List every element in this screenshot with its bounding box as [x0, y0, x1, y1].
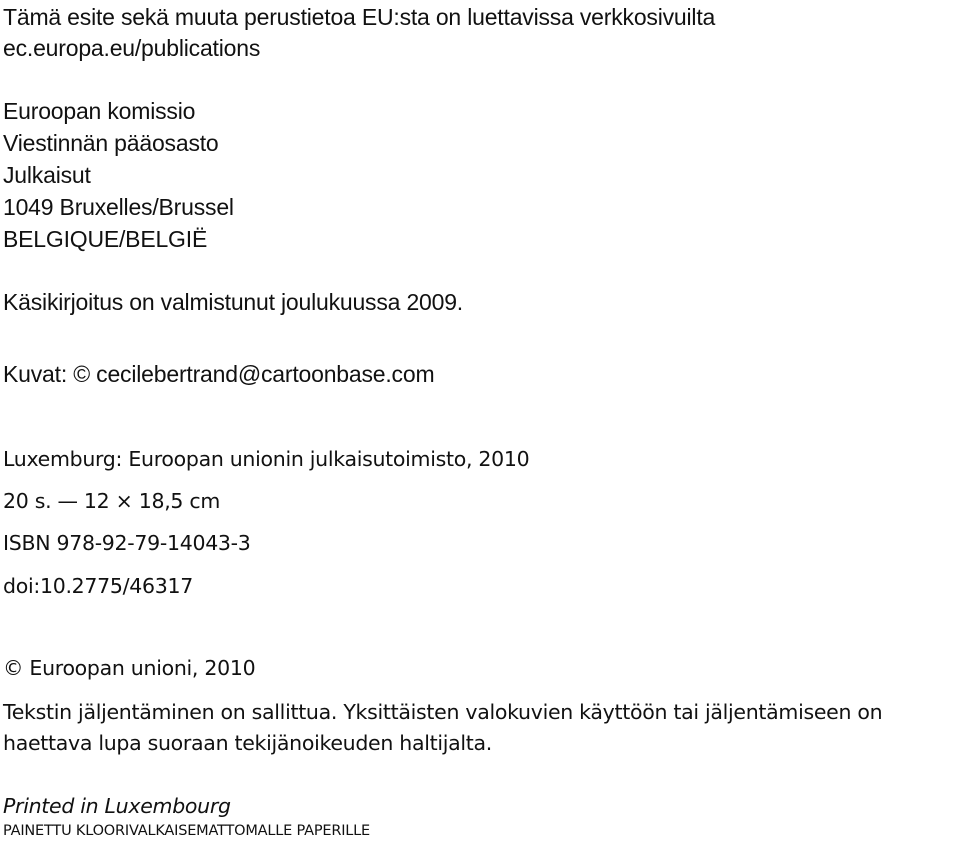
copyright-line: © Euroopan unioni, 2010 — [3, 656, 256, 680]
address-dept: Viestinnän pääosasto — [3, 130, 219, 156]
paper-notice: PAINETTU KLOORIVALKAISEMATTOMALLE PAPERILLE — [3, 823, 370, 839]
photo-credit-email: cecilebertrand@cartoonbase.com — [96, 361, 435, 387]
printed-in: Printed in Luxembourg — [3, 794, 231, 818]
address-unit: Julkaisut — [3, 162, 91, 188]
address-org: Euroopan komissio — [3, 98, 196, 124]
address-city: 1049 Bruxelles/Brussel — [3, 194, 234, 220]
reproduction-line-1: Tekstin jäljentäminen on sallittua. Yksittäisten valokuvien käyttöön tai jäljentämiseen on — [3, 700, 883, 724]
manuscript-date: Käsikirjoitus on valmistunut joulukuussa 2009. — [3, 289, 463, 315]
reproduction-line-2: haettava lupa suoraan tekijänoikeuden haltijalta. — [3, 731, 493, 755]
publisher-line: Luxemburg: Euroopan unionin julkaisutoimisto, 2010 — [3, 447, 530, 471]
photo-credit-label: Kuvat: © — [3, 361, 90, 387]
photo-credit — [3, 363, 434, 386]
doi-line: doi:10.2775/46317 — [3, 574, 193, 598]
intro-line-2: ec.europa.eu/publications — [3, 35, 261, 61]
intro-line-1: Tämä esite sekä muuta perustietoa EU:sta on luettavissa verkkosivuilta — [3, 4, 716, 30]
address-country: BELGIQUE/BELGIË — [3, 226, 208, 252]
size-line: 20 s. — 12 × 18,5 cm — [3, 489, 221, 513]
isbn-line: ISBN 978-92-79-14043-3 — [3, 531, 251, 555]
